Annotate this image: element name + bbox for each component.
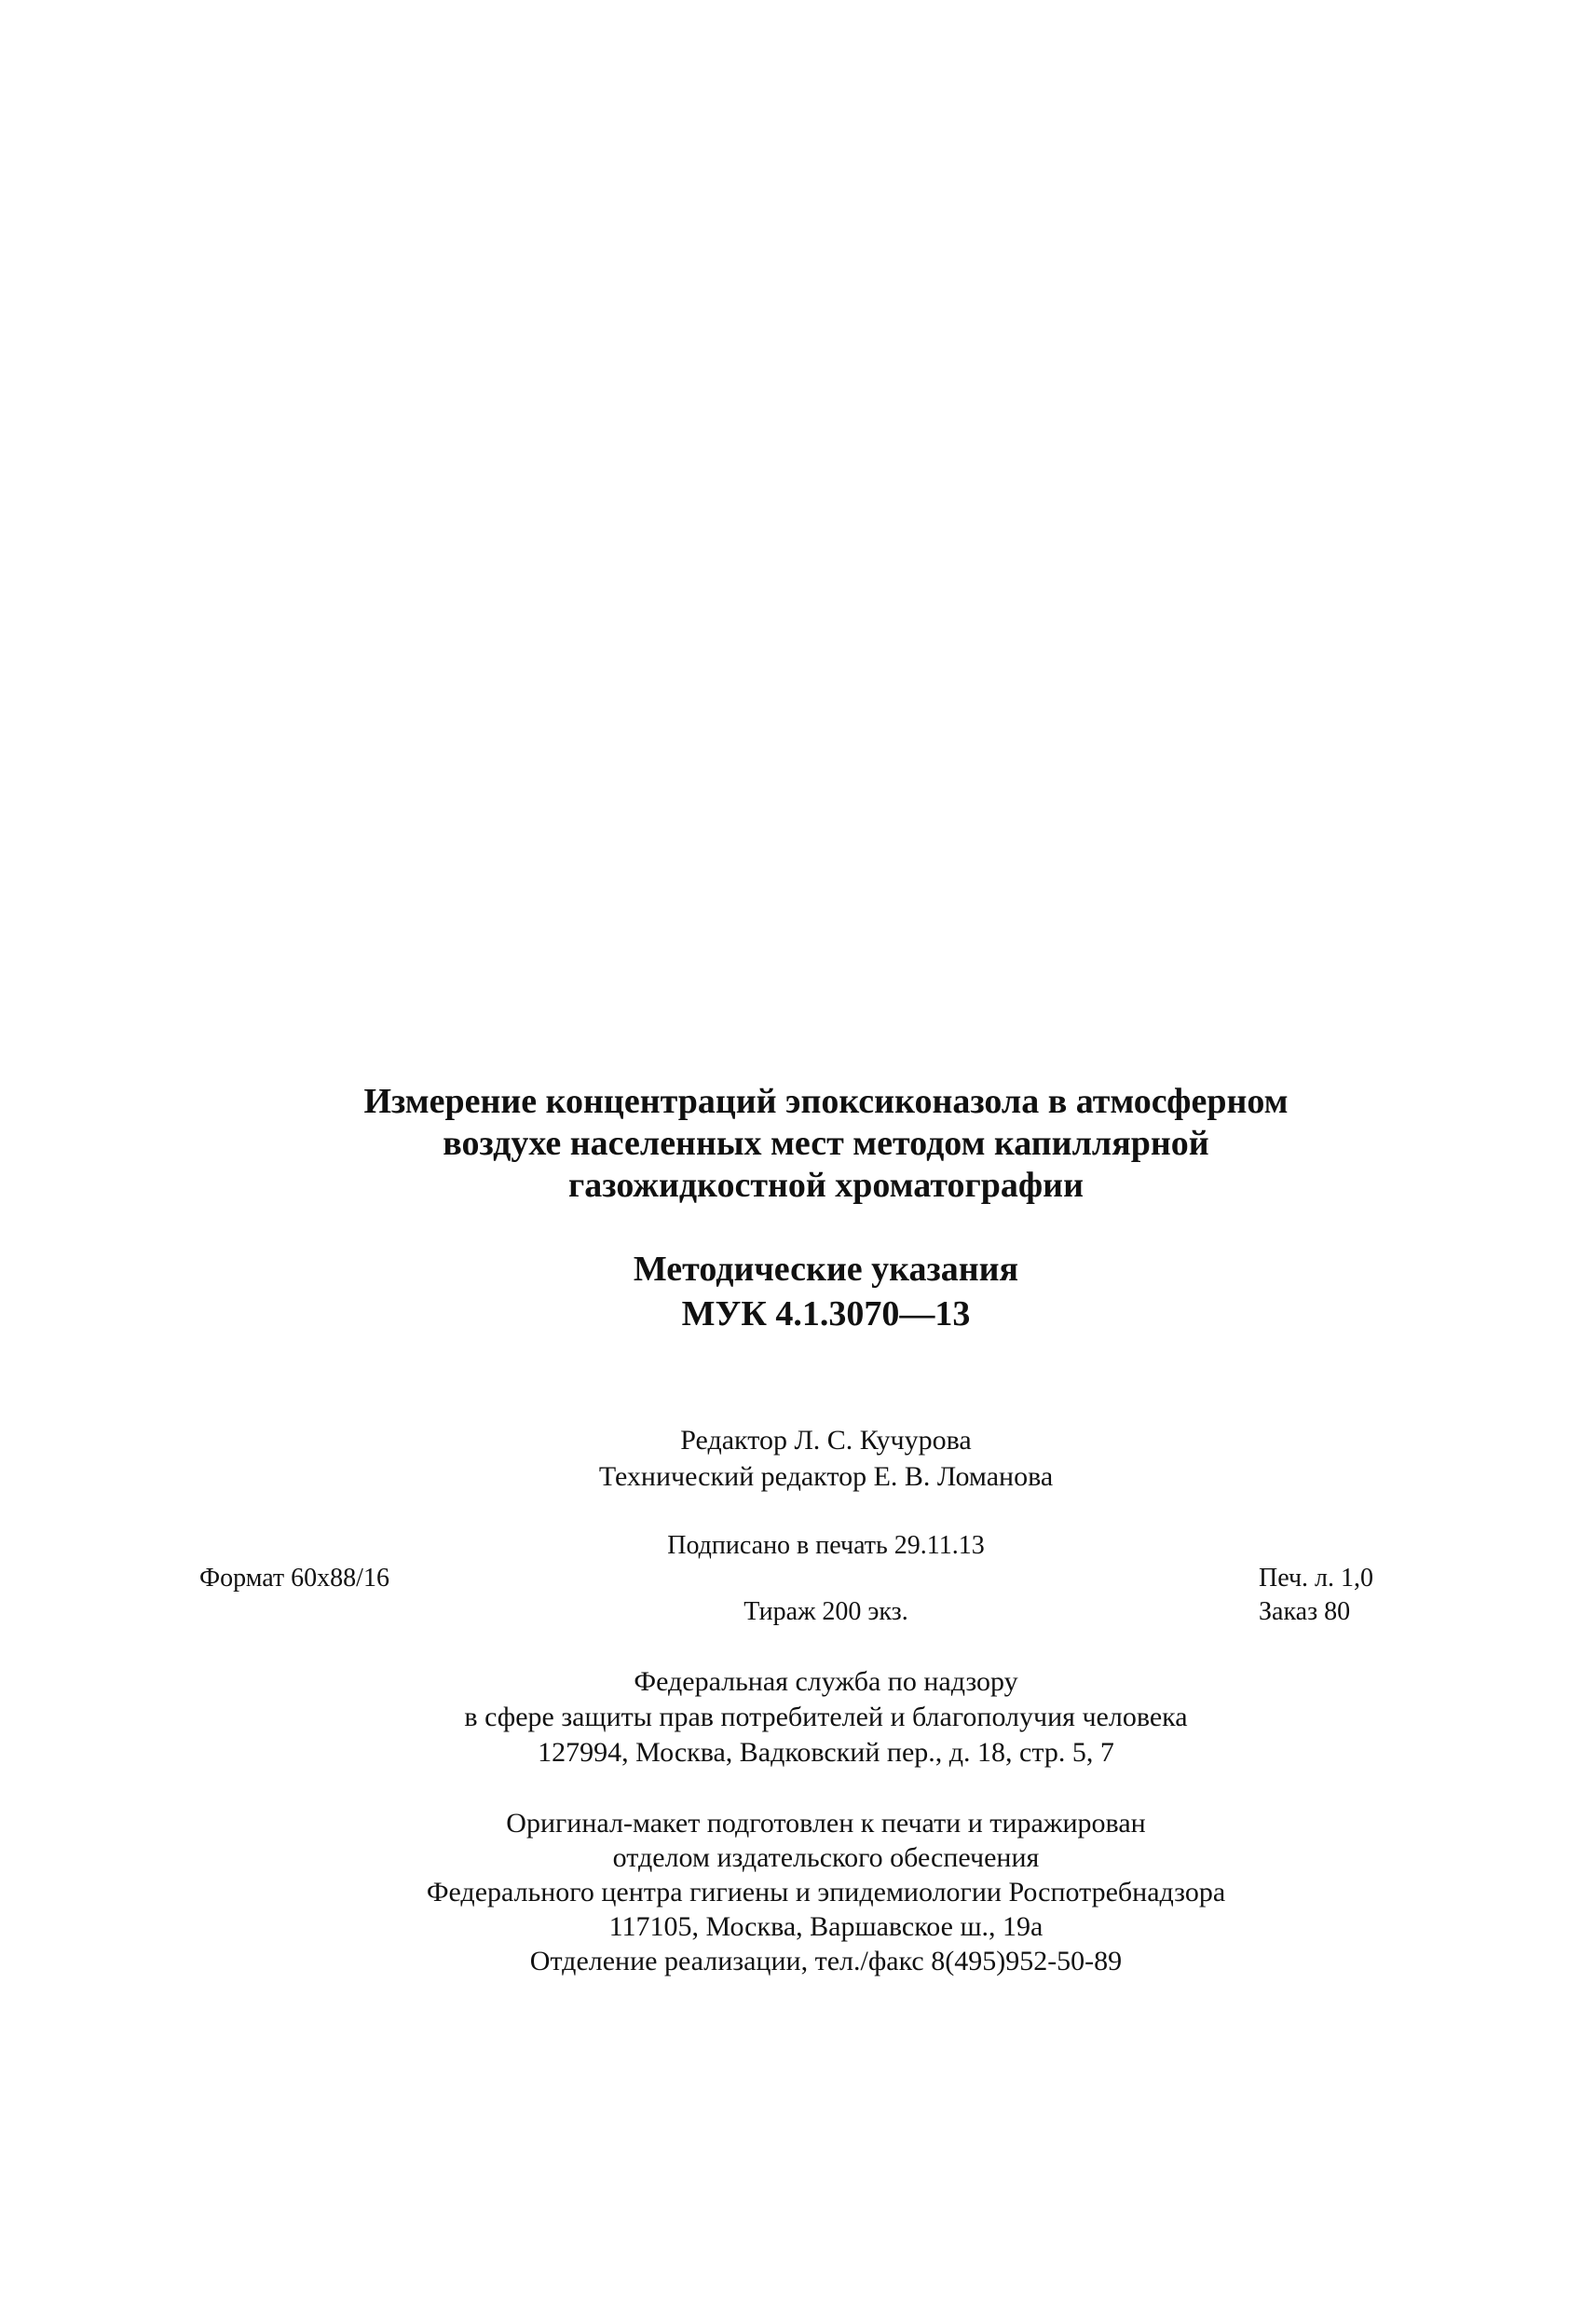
printer-line-3: Федерального центра гигиены и эпидемиологии Роспотребнадзора xyxy=(426,1877,1226,1908)
publisher-line-1: Федеральная служба по надзору xyxy=(634,1666,1018,1697)
signed-to-print: Подписано в печать 29.11.13 xyxy=(667,1531,985,1560)
printer-address: 117105, Москва, Варшавское ш., 19а xyxy=(608,1911,1044,1942)
title-line-2: воздухе населенных мест методом капиллярной xyxy=(443,1124,1209,1163)
title-line-3: газожидкостной хроматографии xyxy=(568,1166,1084,1205)
document-code: МУК 4.1.3070—13 xyxy=(681,1294,971,1333)
publisher-address: 127994, Москва, Вадковский пер., д. 18, стр. 5, 7 xyxy=(538,1737,1114,1768)
editor-credit: Редактор Л. С. Кучурова xyxy=(680,1425,972,1456)
printed-sheets: Печ. л. 1,0 xyxy=(1259,1564,1374,1593)
printer-line-2: отделом издательского обеспечения xyxy=(612,1842,1040,1873)
document-kind: Методические указания xyxy=(633,1250,1019,1289)
title-line-1: Измерение концентраций эпоксиконазола в атмосферном xyxy=(363,1082,1289,1121)
order-number: Заказ 80 xyxy=(1259,1597,1351,1626)
sales-contact: Отделение реализации, тел./факс 8(495)952-50-89 xyxy=(529,1946,1123,1976)
print-run: Тираж 200 экз. xyxy=(743,1597,908,1626)
printer-line-1: Оригинал-макет подготовлен к печати и тиражирован xyxy=(506,1808,1146,1839)
paper-format: Формат 60x88/16 xyxy=(199,1564,389,1593)
tech-editor-credit: Технический редактор Е. В. Ломанова xyxy=(598,1461,1054,1492)
publisher-line-2: в сфере защиты прав потребителей и благополучия человека xyxy=(464,1702,1188,1732)
